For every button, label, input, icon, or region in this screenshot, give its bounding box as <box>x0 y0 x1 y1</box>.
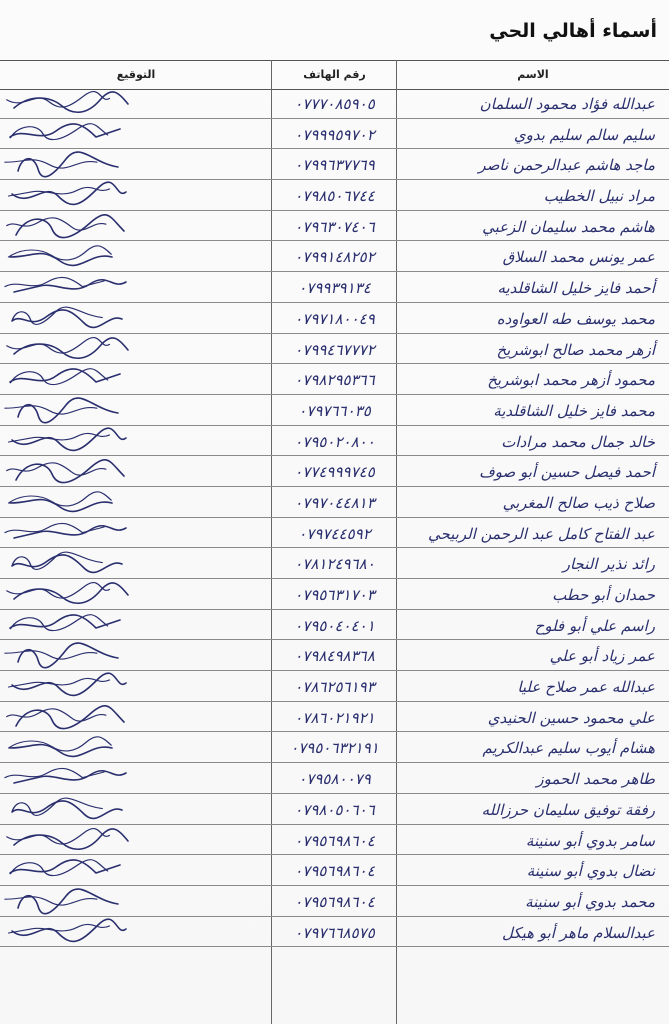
resident-phone: ٠٧٩٧٦٦٠٣٥ <box>298 401 371 420</box>
table-row <box>0 88 669 119</box>
signature-stroke <box>10 614 107 630</box>
resident-signature <box>0 334 272 364</box>
signature-scribble <box>0 917 140 947</box>
table-row <box>0 334 669 365</box>
signature-stroke <box>10 369 120 382</box>
signature-stroke <box>14 92 128 112</box>
resident-name: محمود أزهر محمد ابوشريخ <box>487 371 655 390</box>
resident-phone: ٠٧٩٥٠٢٠٨٠٠ <box>294 432 375 451</box>
table-row <box>0 732 669 763</box>
resident-name: طاهر محمد الحموز <box>536 770 655 789</box>
signature-scribble <box>0 180 140 210</box>
resident-phone: ٠٧٧٧٠٨٥٩٠٥ <box>294 95 375 113</box>
resident-name: أحمد فيصل حسين أبو صوف <box>479 463 655 482</box>
signature-scribble <box>0 763 140 793</box>
signature-scribble <box>0 732 140 762</box>
resident-phone: ٠٧٩٩١٤٨٢٥٢ <box>294 248 375 267</box>
signature-stroke <box>12 801 122 819</box>
resident-name: خالد جمال محمد مرادات <box>501 432 655 451</box>
resident-name: عمر يونس محمد السلاق <box>502 248 655 267</box>
resident-name: عبدالله فؤاد محمود السلمان <box>479 95 655 113</box>
table-row <box>0 671 669 702</box>
signature-scribble <box>0 364 140 394</box>
resident-name: رفقة توفيق سليمان حرزالله <box>481 800 655 819</box>
signature-scribble <box>0 855 140 885</box>
resident-phone: ٠٧٨١٢٤٩٦٨٠ <box>294 555 375 574</box>
signature-scribble <box>0 88 140 118</box>
resident-name: سامر بدوي أبو سنينة <box>525 831 655 850</box>
table-row <box>0 241 669 272</box>
page-title: أسماء أهالي الحي <box>489 20 657 42</box>
signature-stroke <box>18 152 118 177</box>
signature-scribble <box>0 671 140 701</box>
resident-signature <box>0 364 272 394</box>
table-row <box>0 272 669 303</box>
column-header-phone: رقم الهاتف <box>303 68 366 81</box>
table-body <box>0 88 669 947</box>
resident-phone: ٠٧٩٧٠٤٤٨١٣ <box>294 493 375 512</box>
table-row <box>0 917 669 948</box>
resident-signature <box>0 548 272 578</box>
resident-signature <box>0 149 272 179</box>
resident-phone: ٠٧٩٨٠٥٠٦٠٦ <box>294 800 375 819</box>
signature-stroke <box>12 555 122 573</box>
column-header-name: الاسم <box>517 68 549 81</box>
resident-phone: ٠٧٩٩٤٦٧٧٧٢ <box>294 340 375 359</box>
resident-phone: ٠٧٩٨٢٩٥٣٦٦ <box>294 371 375 390</box>
signature-stroke <box>10 124 120 137</box>
signature-stroke <box>5 523 104 532</box>
resident-signature <box>0 640 272 670</box>
resident-phone: ٠٧٨٦٠٢١٩٢١ <box>294 708 375 727</box>
table-row <box>0 548 669 579</box>
table-row <box>0 610 669 641</box>
table-row <box>0 640 669 671</box>
resident-name: عبد الفتاح كامل عبد الرحمن الربيحي <box>427 524 655 543</box>
resident-signature <box>0 88 272 118</box>
resident-name: راسم علي أبو فلوح <box>534 616 655 635</box>
resident-name: رائد نذير النجار <box>562 555 655 574</box>
signature-scribble <box>0 395 140 425</box>
resident-phone: ٠٧٧٤٩٩٩٧٤٥ <box>294 463 375 482</box>
signature-stroke <box>5 278 104 287</box>
resident-signature <box>0 211 272 241</box>
signature-scribble <box>0 487 140 517</box>
resident-phone: ٠٧٩٥٠٦٣٢١٩١ <box>290 739 379 758</box>
resident-name: مراد نبيل الخطيب <box>543 187 655 206</box>
signature-scribble <box>0 548 140 578</box>
signature-stroke <box>14 337 128 357</box>
resident-name: هاشم محمد سليمان الزعبي <box>482 217 655 236</box>
column-header-signature: التوقيع <box>116 68 156 81</box>
table-row <box>0 702 669 733</box>
resident-phone: ٠٧٨٦٢٥٦١٩٣ <box>294 678 375 697</box>
resident-phone: ٠٧٩٧٤٤٥٩٢ <box>298 524 371 543</box>
signature-stroke <box>12 798 102 815</box>
resident-name: عمر زياد أبو علي <box>549 647 655 666</box>
signature-stroke <box>12 310 122 328</box>
table-row <box>0 579 669 610</box>
resident-signature <box>0 303 272 333</box>
signature-scribble <box>0 794 140 824</box>
resident-signature <box>0 395 272 425</box>
resident-signature <box>0 579 272 609</box>
resident-phone: ٠٧٩٩٣٩١٣٤ <box>298 279 371 298</box>
signature-scribble <box>0 334 140 364</box>
table-row <box>0 825 669 856</box>
resident-name: محمد بدوي أبو سنينة <box>525 892 655 911</box>
table-row <box>0 364 669 395</box>
signature-stroke <box>14 828 128 848</box>
resident-name: نضال بدوي أبو سنينة <box>526 862 655 881</box>
signature-scribble <box>0 640 140 670</box>
table-row <box>0 794 669 825</box>
resident-signature <box>0 426 272 456</box>
table-header <box>0 60 669 90</box>
resident-phone: ٠٧٩٥٦٩٨٦٠٤ <box>294 862 375 881</box>
signature-stroke <box>7 92 110 108</box>
signature-stroke <box>10 123 107 139</box>
resident-signature <box>0 702 272 732</box>
signature-scribble <box>0 456 140 486</box>
resident-phone: ٠٧٩٥٦٩٨٦٠٤ <box>294 831 375 850</box>
table-row <box>0 395 669 426</box>
resident-phone: ٠٧٩٨٤٩٨٣٦٨ <box>294 647 375 666</box>
resident-signature <box>0 671 272 701</box>
signature-stroke <box>10 860 120 873</box>
resident-name: سليم سالم سليم بدوي <box>513 125 655 144</box>
resident-phone: ٠٧٩٥٦٣١٧٠٣ <box>294 586 375 604</box>
signature-stroke <box>12 307 102 324</box>
signature-scribble <box>0 149 140 179</box>
table-row <box>0 763 669 794</box>
signature-stroke <box>7 583 110 599</box>
signature-stroke <box>10 860 107 876</box>
resident-signature <box>0 272 272 302</box>
signature-stroke <box>18 398 118 423</box>
resident-signature <box>0 180 272 210</box>
table-row <box>0 180 669 211</box>
resident-signature <box>0 763 272 793</box>
signature-scribble <box>0 241 140 271</box>
resident-name: محمد يوسف طه العواوده <box>496 309 655 328</box>
resident-phone: ٠٧٩٥٠٤٠٤٠١ <box>294 616 375 635</box>
resident-signature <box>0 917 272 947</box>
signature-stroke <box>12 552 102 569</box>
resident-signature <box>0 487 272 517</box>
resident-name: عبدالسلام ماهر أبو هيكل <box>502 923 655 942</box>
signature-stroke <box>10 615 120 628</box>
resident-signature <box>0 732 272 762</box>
resident-signature <box>0 825 272 855</box>
signature-stroke <box>18 643 118 668</box>
resident-name: صلاح ذيب صالح المغربي <box>502 493 655 512</box>
signature-stroke <box>7 828 110 844</box>
table-row <box>0 855 669 886</box>
resident-name: أحمد فايز خليل الشاقلديه <box>497 279 655 298</box>
signature-scribble <box>0 579 140 609</box>
resident-signature <box>0 518 272 548</box>
resident-name: عبدالله عمر صلاح عليا <box>517 678 655 697</box>
signature-stroke <box>5 769 104 778</box>
resident-signature <box>0 456 272 486</box>
signature-stroke <box>7 709 106 721</box>
residents-table <box>0 60 669 1024</box>
signature-scribble <box>0 886 140 916</box>
resident-phone: ٠٧٩٩٦٣٧٧٦٩ <box>294 156 375 175</box>
resident-phone: ٠٧٩٥٦٩٨٦٠٤ <box>294 892 375 911</box>
table-row <box>0 426 669 457</box>
resident-signature <box>0 610 272 640</box>
resident-name: ماجد هاشم عبدالرحمن ناصر <box>478 156 655 175</box>
resident-name: هشام أيوب سليم عبدالكريم <box>482 739 655 758</box>
resident-name: حمدان أبو حطب <box>552 586 655 604</box>
resident-signature <box>0 119 272 149</box>
resident-name: أزهر محمد صالح ابوشريخ <box>496 340 655 359</box>
table-row <box>0 303 669 334</box>
signature-scribble <box>0 610 140 640</box>
signature-scribble <box>0 426 140 456</box>
table-row <box>0 211 669 242</box>
signature-stroke <box>14 583 128 603</box>
table-row <box>0 518 669 549</box>
table-row <box>0 149 669 180</box>
table-row <box>0 456 669 487</box>
signature-stroke <box>10 369 107 385</box>
resident-phone: ٠٧٩٨٥٠٦٧٤٤ <box>294 187 375 206</box>
resident-signature <box>0 241 272 271</box>
signature-scribble <box>0 119 140 149</box>
signature-stroke <box>7 218 106 230</box>
resident-phone: ٠٧٩٥٨٠٠٧٩ <box>298 770 371 789</box>
signature-stroke <box>7 463 106 475</box>
signature-scribble <box>0 518 140 548</box>
table-row <box>0 886 669 917</box>
signature-stroke <box>18 889 118 914</box>
resident-signature <box>0 855 272 885</box>
resident-name: علي محمود حسين الحنيدي <box>487 708 655 727</box>
signature-scribble <box>0 211 140 241</box>
resident-signature <box>0 886 272 916</box>
resident-name: محمد فايز خليل الشاقلدية <box>493 401 655 420</box>
signature-scribble <box>0 303 140 333</box>
resident-phone: ٠٧٩٩٩٥٩٧٠٢ <box>294 125 375 144</box>
signature-stroke <box>7 337 110 353</box>
signature-scribble <box>0 825 140 855</box>
table-row <box>0 487 669 518</box>
signature-scribble <box>0 272 140 302</box>
resident-signature <box>0 794 272 824</box>
table-row <box>0 119 669 150</box>
resident-phone: ٠٧٩٧١٨٠٠٤٩ <box>294 309 375 328</box>
signature-scribble <box>0 702 140 732</box>
resident-phone: ٠٧٩٧٦٦٨٥٧٥ <box>294 923 375 942</box>
resident-phone: ٠٧٩٦٣٠٧٤٠٦ <box>294 217 375 236</box>
